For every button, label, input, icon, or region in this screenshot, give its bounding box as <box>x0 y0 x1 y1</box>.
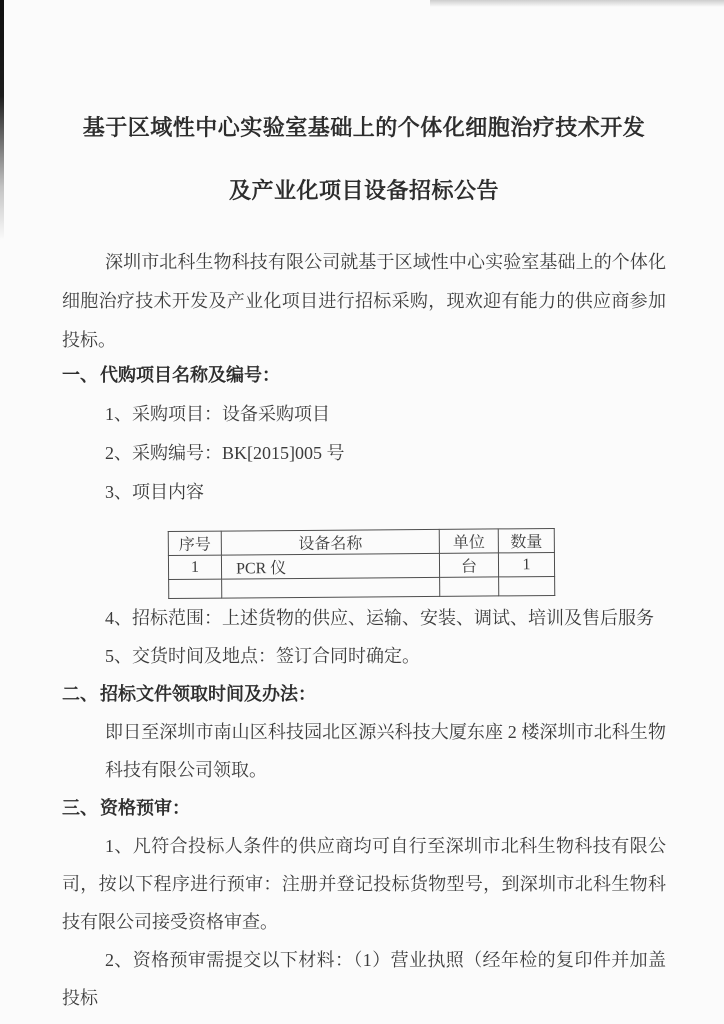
cell-no: 1 <box>168 555 221 579</box>
section-three-label: 资格预审： <box>100 798 190 818</box>
section-two-body: 即日至深圳市南山区科技园北区源兴科技大厦东座 2 楼深圳市北科生物科技有限公司领取。 <box>105 722 666 780</box>
scan-edge-artifact-left <box>0 0 4 240</box>
section-three-number: 三、 <box>62 798 98 818</box>
cell-name: PCR 仪 <box>221 553 439 579</box>
cell-name <box>222 577 440 598</box>
title-line-1: 基于区域性中心实验室基础上的个体化细胞治疗技术开发 <box>82 115 646 140</box>
section-one-item-5: 5、交货时间及地点：签订合同时确定。 <box>105 646 420 666</box>
section-three-para-2: 2、资格预审需提交以下材料：（1）营业执照（经年检的复印件并加盖投标 <box>62 950 666 1008</box>
section-two-number: 二、 <box>62 684 98 704</box>
cell-unit: 台 <box>439 553 498 577</box>
section-three-para-1: 1、凡符合投标人条件的供应商均可自行至深圳市北科生物科技有限公司，按以下程序进行预审：注册并登记投标货物型号，到深圳市北科生物科技有限公司接受资格审查。 <box>62 836 666 932</box>
section-one-number: 一、 <box>62 365 98 385</box>
header-cell-qty: 数量 <box>498 528 554 552</box>
header-cell-unit: 单位 <box>439 529 498 553</box>
section-one-heading <box>62 356 666 395</box>
title-line-2: 及产业化项目设备招标公告 <box>228 178 499 203</box>
cell-unit <box>440 577 499 596</box>
section-two-heading <box>62 675 666 713</box>
section-three-heading <box>62 789 666 827</box>
header-cell-name: 设备名称 <box>221 529 439 555</box>
table-row <box>168 552 554 579</box>
equipment-table <box>168 528 556 599</box>
cell-no <box>169 579 222 598</box>
document-title <box>62 96 666 222</box>
header-cell-no: 序号 <box>168 531 221 555</box>
document-content <box>62 0 666 1017</box>
section-one-item-2: 2、采购编号：BK[2015]005 号 <box>105 443 345 463</box>
equipment-table-header <box>168 528 554 555</box>
section-two-label: 招标文件领取时间及办法： <box>100 684 316 704</box>
cell-qty <box>499 576 555 595</box>
section-one-label: 代购项目名称及编号： <box>100 365 280 385</box>
section-one-item-4: 4、招标范围：上述货物的供应、运输、安装、调试、培训及售后服务 <box>105 608 654 628</box>
equipment-table-body <box>168 552 554 598</box>
cell-qty: 1 <box>498 552 554 576</box>
section-one-item-1: 1、采购项目：设备采购项目 <box>105 404 330 424</box>
table-row-empty <box>169 576 555 598</box>
table-header-row <box>168 528 554 555</box>
section-one-item-3: 3、项目内容 <box>105 482 204 502</box>
intro-paragraph: 深圳市北科生物科技有限公司就基于区域性中心实验室基础上的个体化细胞治疗技术开发及产业化项目进行招标采购，现欢迎有能力的供应商参加投标。 <box>62 252 666 350</box>
